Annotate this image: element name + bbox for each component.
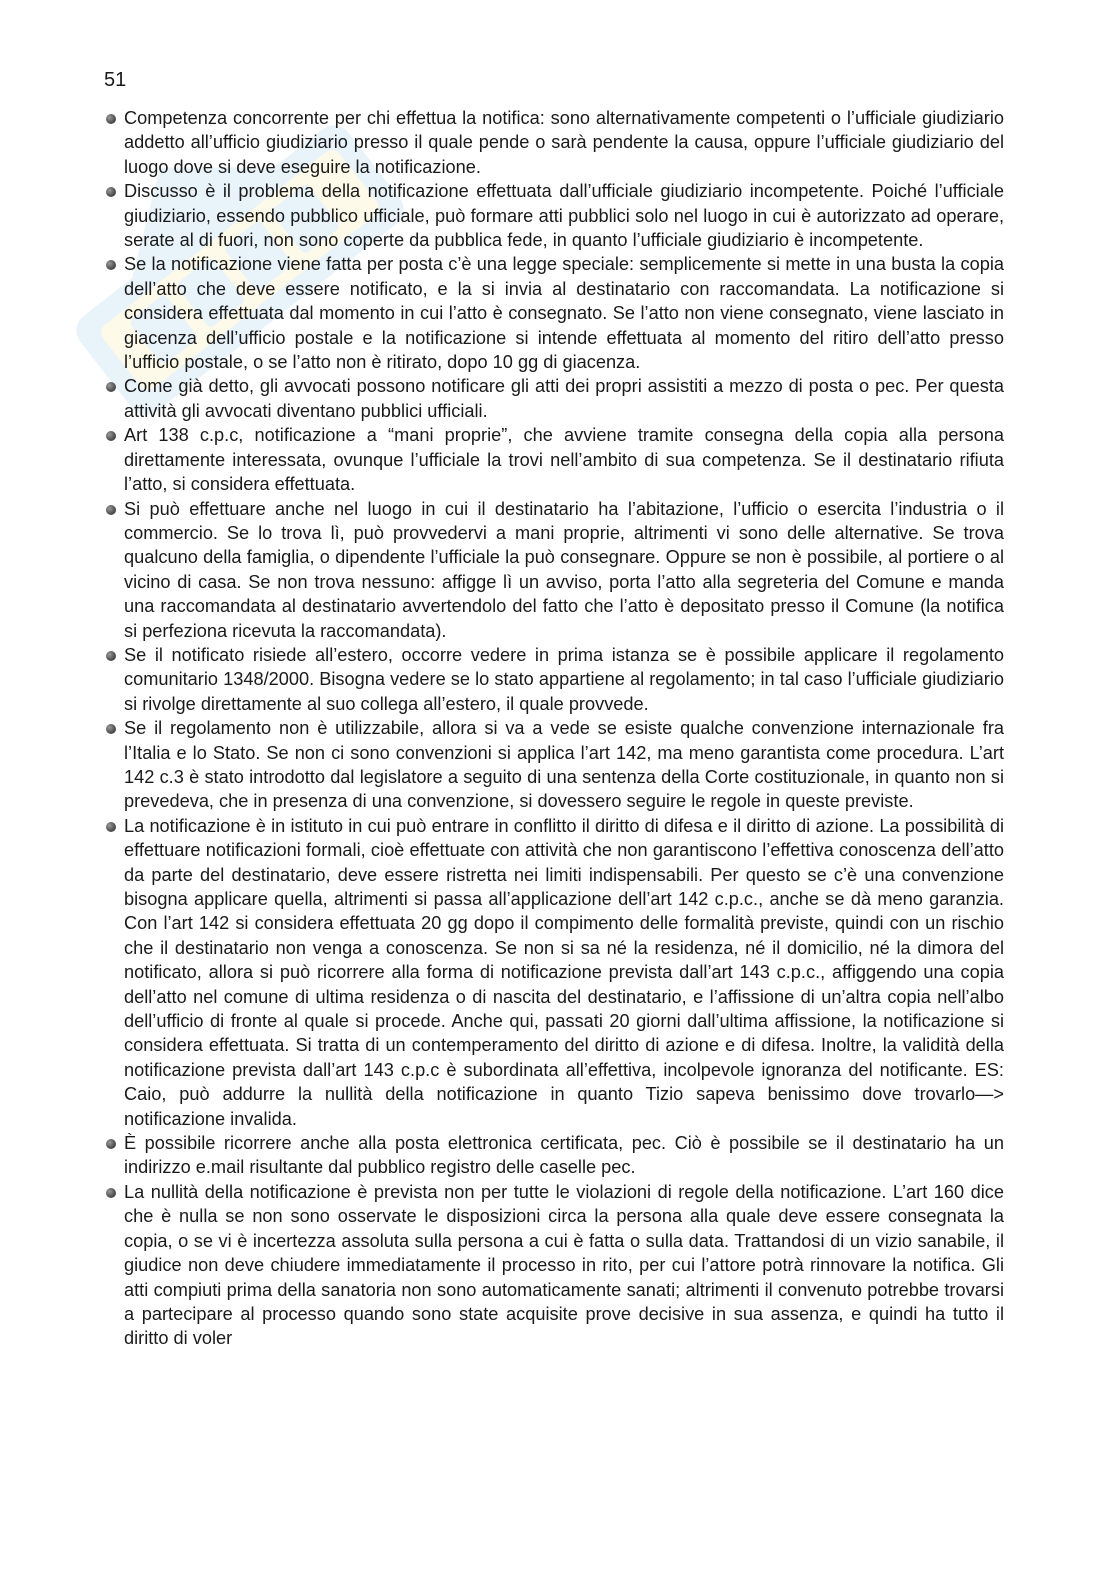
bullet-icon (106, 431, 116, 441)
list-item-text: Se il notificato risiede all’estero, occorre vedere in prima istanza se è possibile applicare il regolamento comunitario 1348/2000. Bisogna vedere se lo stato appartiene al regolamento; in tal caso l’ufficiale giudiziario si rivolge direttamente al suo collega all’estero, il quale provvede. (124, 644, 1004, 714)
list-item (104, 106, 1004, 179)
list-item (104, 252, 1004, 374)
bullet-icon (106, 505, 116, 515)
page-number: 51 (104, 69, 127, 91)
list-item-text: Discusso è il problema della notificazione effettuata dall’ufficiale giudiziario incompetente. Poiché l’ufficiale giudiziario, essendo pubblico ufficiale, può formare atti pubblici solo nel luogo in cui è autorizzato ad operare, serate al di fuori, non sono coperte da pubblica fede, in quanto l’ufficiale giudiziario è incompetente. (124, 181, 1004, 251)
bullet-icon (106, 651, 116, 661)
bullet-icon (106, 1188, 116, 1198)
list-item-text: Se il regolamento non è utilizzabile, allora si va a vede se esiste qualche convenzione internazionale fra l’Italia e lo Stato. Se non ci sono convenzioni si applica l’art 142, ma meno garantista come procedura. L’art 142 c.3 è stato introdotto dal legislatore a seguito di una sentenza della Corte costituzionale, in quanto non si prevedeva, che in presenza di una convenzione, si dovessero seguire le regole in queste previste. (124, 718, 1004, 812)
document-body (104, 106, 1004, 1351)
list-item-text: La nullità della notificazione è prevista non per tutte le violazioni di regole della notificazione. L’art 160 dice che è nulla se non sono osservate le disposizioni circa la persona alla quale deve essere consegnata la copia, o se vi è incertezza assoluta sulla persona a cui è fatta o sulla data. Trattandosi di un vizio sanabile, il giudice non deve chiudere immediatamente il processo in rito, per cui l’attore potrà rinnovare la notifica. Gli atti compiuti prima della sanatoria non sono automaticamente sanati; altrimenti il convenuto potrebbe trovarsi a partecipare al processo quando sono state acquisite prove decisive in sua assenza, e quindi ha tutto il diritto di voler (124, 1181, 1004, 1349)
list-item (104, 643, 1004, 716)
list-item-text: È possibile ricorrere anche alla posta elettronica certificata, pec. Ciò è possibile se il destinatario ha un indirizzo e.mail risultante dal pubblico registro delle caselle pec. (124, 1133, 1004, 1178)
bullet-icon (106, 260, 116, 270)
bullet-icon (106, 724, 116, 734)
bullet-icon (106, 187, 116, 197)
list-item (104, 814, 1004, 1131)
list-item-text: Art 138 c.p.c, notificazione a “mani proprie”, che avviene tramite consegna della copia alla persona direttamente interessata, ovunque l’ufficiale la trovi nell’ambito di sua competenza. Se il destinatario rifiuta l’atto, si considera effettuata. (124, 425, 1004, 495)
bullet-list (104, 106, 1004, 1351)
list-item-text: Si può effettuare anche nel luogo in cui il destinatario ha l’abitazione, l’ufficio o esercita l’industria o il commercio. Se lo trova lì, può provvedervi a mani proprie, altrimenti vi sono delle alternative. Se trova qualcuno della famiglia, o dipendente l’ufficiale la può consegnare. Oppure se non è possibile, al portiere o al vicino di casa. Se non trova nessuno: affigge lì un avviso, porta l’atto alla segreteria del Comune e manda una raccomandata al destinatario avvertendolo del fatto che l’atto è depositato presso il Comune (la notifica si perfeziona ricevuta la raccomandata). (124, 498, 1004, 641)
list-item (104, 1180, 1004, 1351)
list-item-text: Competenza concorrente per chi effettua la notifica: sono alternativamente competenti o l’ufficiale giudiziario addetto all’ufficio giudiziario presso il quale pende o sarà pendente la causa, oppure l’ufficiale giudiziario del luogo dove si deve eseguire la notificazione. (124, 108, 1004, 177)
bullet-icon (106, 822, 116, 832)
bullet-icon (106, 114, 116, 124)
list-item (104, 179, 1004, 252)
list-item (104, 423, 1004, 496)
list-item (104, 716, 1004, 814)
list-item (104, 497, 1004, 643)
list-item-text: La notificazione è in istituto in cui può entrare in conflitto il diritto di difesa e il diritto di azione. La possibilità di effettuare notificazioni formali, cioè effettuate con attività che non garantiscono l’effettiva conoscenza dell’atto da parte del destinatario, deve essere ristretta nei limiti indispensabili. Per questo se c’è una convenzione bisogna applicare quella, altrimenti si passa all’applicazione dell’art 142 c.p.c., anche se dà meno garanzia. Con l’art 142 si considera effettuata 20 gg dopo il compimento delle formalità previste, quindi con un rischio che il destinatario non venga a conoscenza. Se non si sa né la residenza, né il domicilio, né la dimora del notificato, allora si può ricorrere alla forma di notificazione prevista dall’art 143 c.p.c., affiggendo una copia dell’atto nel comune di ultima residenza o di nascita del destinatario, e l’affissione di un’altra copia nell’albo dell’ufficio di fronte al quale si procede. Anche qui, passati 20 giorni dall’ultima affissione, la notificazione si considera effettuata. Si tratta di un contemperamento del diritto di azione e di difesa. Inoltre, la validità della notificazione prevista dall’art 143 c.p.c è subordinata all’effettiva, incolpevole ignoranza del notificante. ES: Caio, può addurre la nullità della notificazione in quanto Tizio sapeva benissimo dove trovarlo—> notificazione invalida. (124, 815, 1004, 1129)
list-item-text: Come già detto, gli avvocati possono notificare gli atti dei propri assistiti a mezzo di posta o pec. Per questa attività gli avvocati diventano pubblici ufficiali. (124, 376, 1004, 421)
list-item (104, 374, 1004, 423)
list-item-text: Se la notificazione viene fatta per posta c’è una legge speciale: semplicemente si mette in una busta la copia dell’atto che deve essere notificato, e la si invia al destinatario con raccomandata. La notificazione si considera effettuata dal momento in cui l’atto è consegnato. Se l’atto non viene consegnato, viene lasciato in giacenza dell’ufficio postale e la notificazione si intende effettuata al momento del ritiro dell’atto presso l’ufficio postale, o se l’atto non è ritirato, dopo 10 gg di giacenza. (124, 254, 1004, 373)
list-item (104, 1131, 1004, 1180)
bullet-icon (106, 1139, 116, 1149)
bullet-icon (106, 382, 116, 392)
